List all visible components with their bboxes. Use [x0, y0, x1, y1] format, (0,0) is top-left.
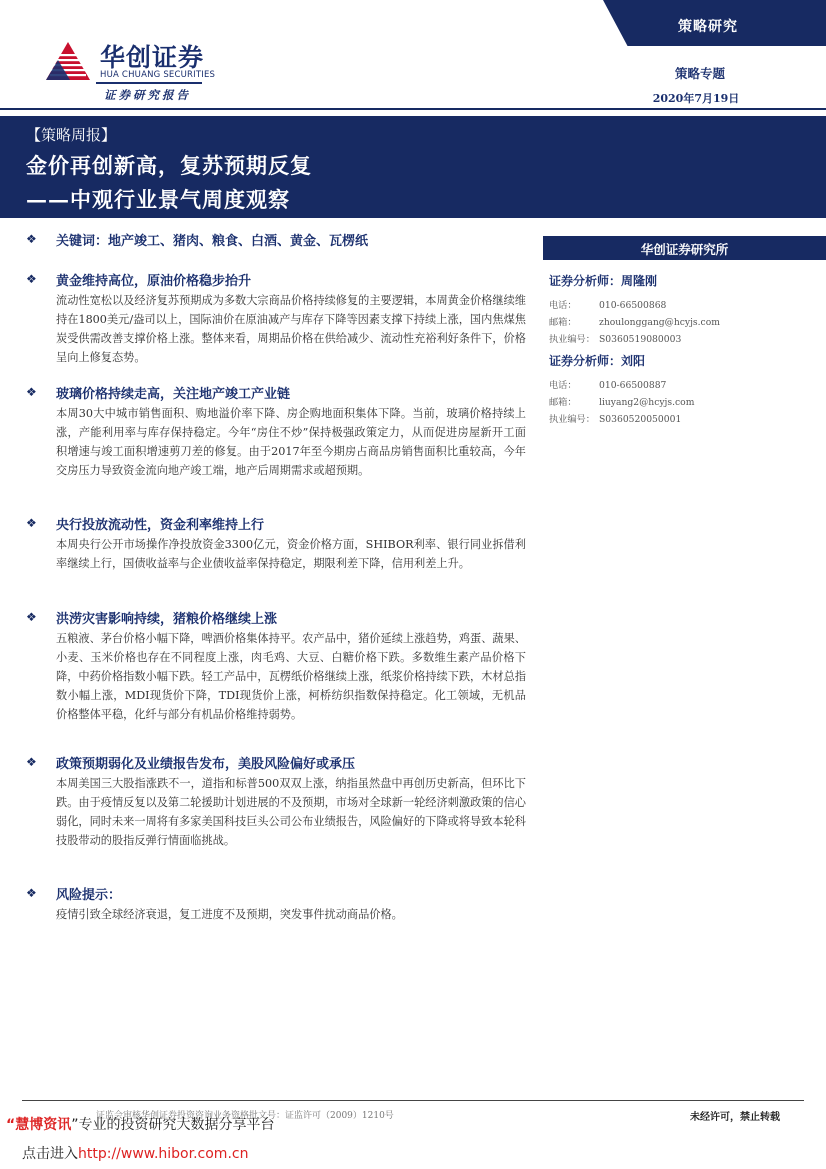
analyst-email[interactable]: 邮箱： zhoulonggang@hcyjs.com — [549, 317, 720, 328]
footer-notice: 未经许可，禁止转载 — [690, 1112, 780, 1123]
brand-name-cn: 华创证券 — [100, 43, 205, 72]
section-body-liquidity: 本周央行公开市场操作净投放资金3300亿元，资金价格方面，SHIBOR利率、银行同业拆借利率继续上行，国债收益率与企业债收益率保持稳定，期限利差下降，信用利差上升。 — [56, 538, 526, 570]
analyst-email[interactable]: 邮箱： liuyang2@hcyjs.com — [549, 397, 695, 408]
section-body-risk: 疫情引致全球经济衰退，复工进度不及预期，突发事件扰动商品价格。 — [56, 908, 403, 921]
section-heading-us-stocks: 政策预期弱化及业绩报告发布，美股风险偏好或承压 — [56, 757, 356, 772]
report-title: 金价再创新高，复苏预期反复 — [26, 153, 312, 178]
section-heading-gold-oil: 黄金维持高位，原油价格稳步抬升 — [56, 274, 252, 289]
company-logo-mark — [44, 40, 92, 82]
header-underline — [96, 82, 202, 84]
bullet-icon: ❖ — [26, 886, 37, 900]
section-heading-glass-property: 玻璃价格持续走高，关注地产竣工产业链 — [56, 387, 291, 402]
bullet-icon: ❖ — [26, 610, 37, 624]
report-label: 证券研究报告 — [104, 88, 191, 102]
report-date: 2020年7月19日 — [652, 92, 740, 105]
analyst-license: 执业编号： S0360520050001 — [549, 414, 682, 425]
section-body-gold-oil: 流动性宽松以及经济复苏预期成为多数大宗商品价格持续修复的主要逻辑，本周黄金价格继续维持在1800美元/盎司以上，国际油价在原油减产与库存下降等因素支撑下持续上涨，国内焦煤焦炭受供需改善支撑价格上涨。整体来看，周期品价格在供给减少、流动性充裕利好条件下，价格呈向上修复态势。 — [56, 294, 526, 364]
analyst-name: 证券分析师：周隆刚 — [549, 274, 658, 288]
section-body-glass-property: 本周30大中城市销售面积、购地溢价率下降、房企购地面积集体下降。当前，玻璃价格持续上涨，产能利用率与库存保持稳定。今年“房住不炒”保持极强政策定力，从而促进房屋新开工面积增速与竣工面积增速剪刀差的修复。由于2017年至今期房占商品房销售面积比重较高，今年交房压力导致资金流向地产竣工端，地产后周期需求或超预期。 — [56, 407, 526, 477]
report-type: 策略专题 — [674, 66, 725, 81]
analyst-phone: 电话： 010-66500868 — [549, 300, 667, 311]
section-body-us-stocks: 本周美国三大股指涨跌不一，道指和标普500双双上涨，纳指虽然盘中再创历史新高，但环比下跌。由于疫情反复以及第二轮援助计划进展的不及预期，市场对全球新一轮经济刺激政策的信心弱化，同时未来一周将有多家美国科技巨头公司公布业绩报告，风险偏好的下降或将导致本轮科技股带动的股指反弹行情面临挑战。 — [56, 777, 526, 847]
report-subtitle: ——中观行业景气周度观察 — [26, 187, 290, 212]
brand-name-en: HUA CHUANG SECURITIES — [100, 70, 216, 80]
analyst-phone: 电话： 010-66500887 — [549, 380, 667, 391]
header-divider — [0, 108, 826, 110]
category-tag: 策略研究 — [678, 19, 738, 35]
analyst-license: 执业编号： S0360519080003 — [549, 334, 682, 345]
watermark-line: “慧博资讯”专业的投资研究大数据分享平台 — [6, 1117, 275, 1133]
watermark-link[interactable]: 点击进入http://www.hibor.com.cn — [22, 1146, 249, 1162]
bullet-icon: ❖ — [26, 272, 37, 286]
institute-name: 华创证券研究所 — [640, 242, 729, 257]
bullet-icon: ❖ — [26, 385, 37, 399]
bullet-icon: ❖ — [26, 232, 37, 246]
keywords-heading: 关键词：地产竣工、猪肉、粮食、白酒、黄金、瓦楞纸 — [56, 234, 369, 249]
bullet-icon: ❖ — [26, 755, 37, 769]
section-body-pork-grain: 五粮液、茅台价格小幅下降，啤酒价格集体持平。农产品中，猪价延续上涨趋势，鸡蛋、蔬果、小麦、玉米价格也存在不同程度上涨，肉毛鸡、大豆、白糖价格下跌。多数维生素产品价格下降，中药价格指数小幅下跌。轻工产品中，瓦楞纸价格继续上涨，纸浆价格持续下跌，木材总指数小幅上涨，MDI现货价下降，TDI现货价上涨，柯桥纺织指数保持稳定。化工领域，无机品价格整体平稳，化纤与部分有机品价格维持弱势。 — [56, 632, 526, 721]
report-series: 【策略周报】 — [26, 126, 117, 144]
analyst-name: 证券分析师：刘阳 — [549, 354, 646, 368]
section-heading-risk: 风险提示： — [56, 888, 122, 903]
bullet-icon: ❖ — [26, 516, 37, 530]
section-heading-pork-grain: 洪涝灾害影响持续，猪粮价格继续上涨 — [56, 612, 278, 627]
footer-divider — [22, 1100, 804, 1101]
footer-license-text: 证监会审核华创证券投资咨询业务资格批文号：证监许可（2009）1210号 — [96, 1111, 394, 1121]
section-heading-liquidity: 央行投放流动性，资金利率维持上行 — [56, 518, 265, 533]
